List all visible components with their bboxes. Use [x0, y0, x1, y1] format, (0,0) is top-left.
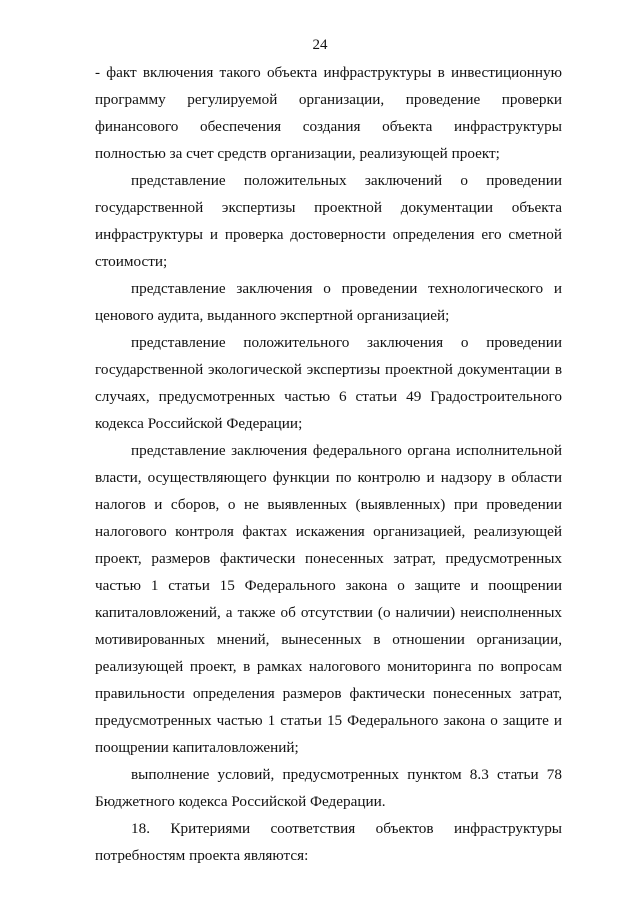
- paragraph-investment-program: - факт включения такого объекта инфраструктуры в инвестиционную программу регулируемой организации, проведение проверки финансового обеспечения создания объекта инфраструктуры полностью за счет средств организации, реализующей проект;: [95, 64, 562, 162]
- paragraph-criteria-heading: 18. Критериями соответствия объектов инфраструктуры потребностям проекта являются:: [95, 820, 562, 864]
- paragraph-tax-authority-conclusion: представление заключения федерального органа исполнительной власти, осуществляющего функции по контролю и надзору в области налогов и сборов, о не выявленных (выявленных) при проведении налогового контроля фактах искажения организацией, реализующей проект, размеров фактически понесенных затрат, предусмотренных частью 1 статьи 15 Федерального закона о защите и поощрении капиталовложений, а также об отсутствии (о наличии) неисполненных мотивированных мнений, вынесенных в отношении организации, реализующей проект, в рамках налогового мониторинга по вопросам правильности определения размеров фактически понесенных затрат, предусмотренных частью 1 статьи 15 Федерального закона о защите и поощрении капиталовложений;: [95, 442, 562, 756]
- paragraph-budget-code-conditions: выполнение условий, предусмотренных пунктом 8.3 статьи 78 Бюджетного кодекса Российской Федерации.: [95, 766, 562, 810]
- paragraph-ecological-expertise: представление положительного заключения о проведении государственной экологической экспертизы проектной документации в случаях, предусмотренных частью 6 статьи 49 Градостроительного кодекса Российской Федерации;: [95, 334, 562, 432]
- page-number: 24: [312, 37, 328, 53]
- document-body: [95, 59, 562, 869]
- paragraph-state-expertise: представление положительных заключений о проведении государственной экспертизы проектной документации объекта инфраструктуры и проверка достоверности определения его сметной стоимости;: [95, 172, 562, 270]
- paragraph-technology-audit: представление заключения о проведении технологического и ценового аудита, выданного экспертной организацией;: [95, 280, 562, 324]
